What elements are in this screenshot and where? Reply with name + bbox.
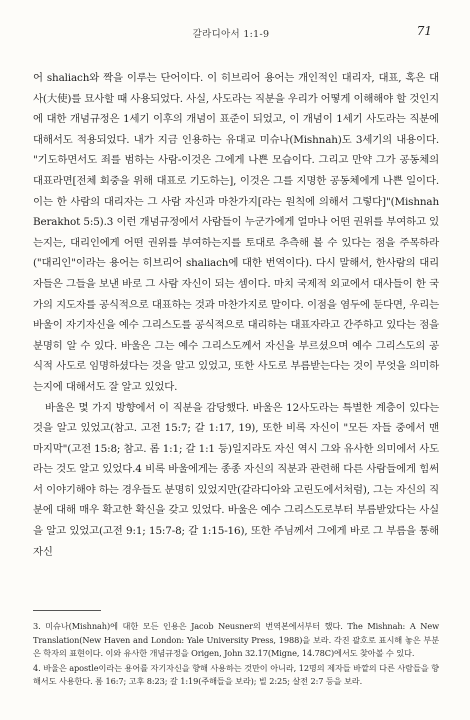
- footnote-divider: [33, 610, 101, 611]
- footnote-4: 4. 바울은 apostle이라는 용어를 자기자신을 향해 사용하는 것만이 아니라, 12명의 제자들 바깥의 다른 사람들을 향해서도 사용한다. 롬 16:7; 고후 8:23; 갈 1:19(주해들을 보라); 빌 2:25; 살전 2:7 등을 보라.: [33, 662, 439, 687]
- page-header: [30, 26, 432, 42]
- footnotes: [33, 620, 439, 690]
- page-number: 71: [416, 24, 432, 38]
- main-body-text: [33, 68, 439, 562]
- footnote-3: 3. 미슈나(Mishnah)에 대한 모든 인용은 Jacob Neusner의 번역본에서부터 했다. The Mishnah: A New Translation(New Haven and London: Yale University Press, 1988)을 보라. 각진 괄호로 표시해 놓은 부분은 학자의 표현이다. 이와 유사한 개념규정을 Origen, John 32.17(Migne, 14.78C)에서도 찾아볼 수 있다.: [33, 621, 439, 659]
- running-title: 갈라디아서 1:1-9: [192, 29, 270, 40]
- body-paragraph: 바울은 몇 가지 방향에서 이 직분을 감당했다. 바울은 12사도라는 특별한 계층이 있다는 것을 알고 있었고(참고. 고전 15:7; 갈 1:17, 19), 또한 비록 자신이 "모든 자들 중에서 맨 마지막"(고전 15:8; 참고. 롬 1:1; 갈 1:1 등)일지라도 자신 역시 그와 유사한 의미에서 사도라는 것도 알고 있었다.4 비록 바울에게는 종종 자신의 직분과 관련해 다른 사람들에게 힘써서 이야기해야 하는 경우들도 분명히 있었지만(갈라디아와 고린도에서처럼), 그는 자신의 직분에 대해 매우 확고한 확신을 갖고 있었다. 바울은 예수 그리스도로부터 부름받았다는 사실을 알고 있었고(고전 9:1; 15:7-8; 갈 1:15-16), 또한 주님께서 그에게 바로 그 부름을 통해 자신: [33, 401, 439, 558]
- body-paragraph: 어 shaliach와 짝을 이루는 단어이다. 이 히브리어 용어는 개인적인 대리자, 대표, 혹은 대사(大使)를 묘사할 때 사용되었다. 사실, 사도라는 직분을 우리가 어떻게 이해해야 할 것인지에 대한 개념규정은 1세기 이후의 개념이 표준이 되었고, 이 개념이 1세기 사도라는 직분에 대해서도 적용되었다. 내가 지금 인용하는 유대교 미슈나(Mishnah)도 3세기의 내용이다. "기도하면서도 죄를 범하는 사람-이것은 그에게 나쁜 모습이다. 그리고 만약 그가 공동체의 대표라면[전체 회중을 위해 대표로 기도하는], 이것은 그를 지명한 공동체에게 나쁜 일이다. 이는 한 사람의 대리자는 그 사람 자신과 마찬가지[라는 원칙에 의해서 그렇다]"(Mishnah Berakhot 5:5).3 이런 개념규정에서 사람들이 누군가에게 얼마나 어떤 권위를 부여하고 있는지는, 대리인에게 어떤 권위를 부여하는지를 토대로 추측해 볼 수 있다는 점을 주목하라("대리인"이라는 용어는 히브리어 shaliach에 대한 번역이다). 다시 말해서, 한사람의 대리자들은 그들을 보낸 바로 그 사람 자신이 되는 셈이다. 마치 국제적 외교에서 대사들이 한 국가의 지도자를 공식적으로 대표하는 것과 마찬가지로 말이다. 이점을 염두에 둔다면, 우리는 바울이 자기자신을 예수 그리스도를 공식적으로 대리하는 대표자라고 간주하고 있다는 점을 분명히 알 수 있다. 바울은 그는 예수 그리스도께서 자신을 부르셨으며 예수 그리스도의 공식적 사도로 임명하셨다는 것을 알고 있었고, 또한 사도로 부름받는다는 것이 무엇을 의미하는지에 대해서도 잘 알고 있었다.: [33, 72, 439, 393]
